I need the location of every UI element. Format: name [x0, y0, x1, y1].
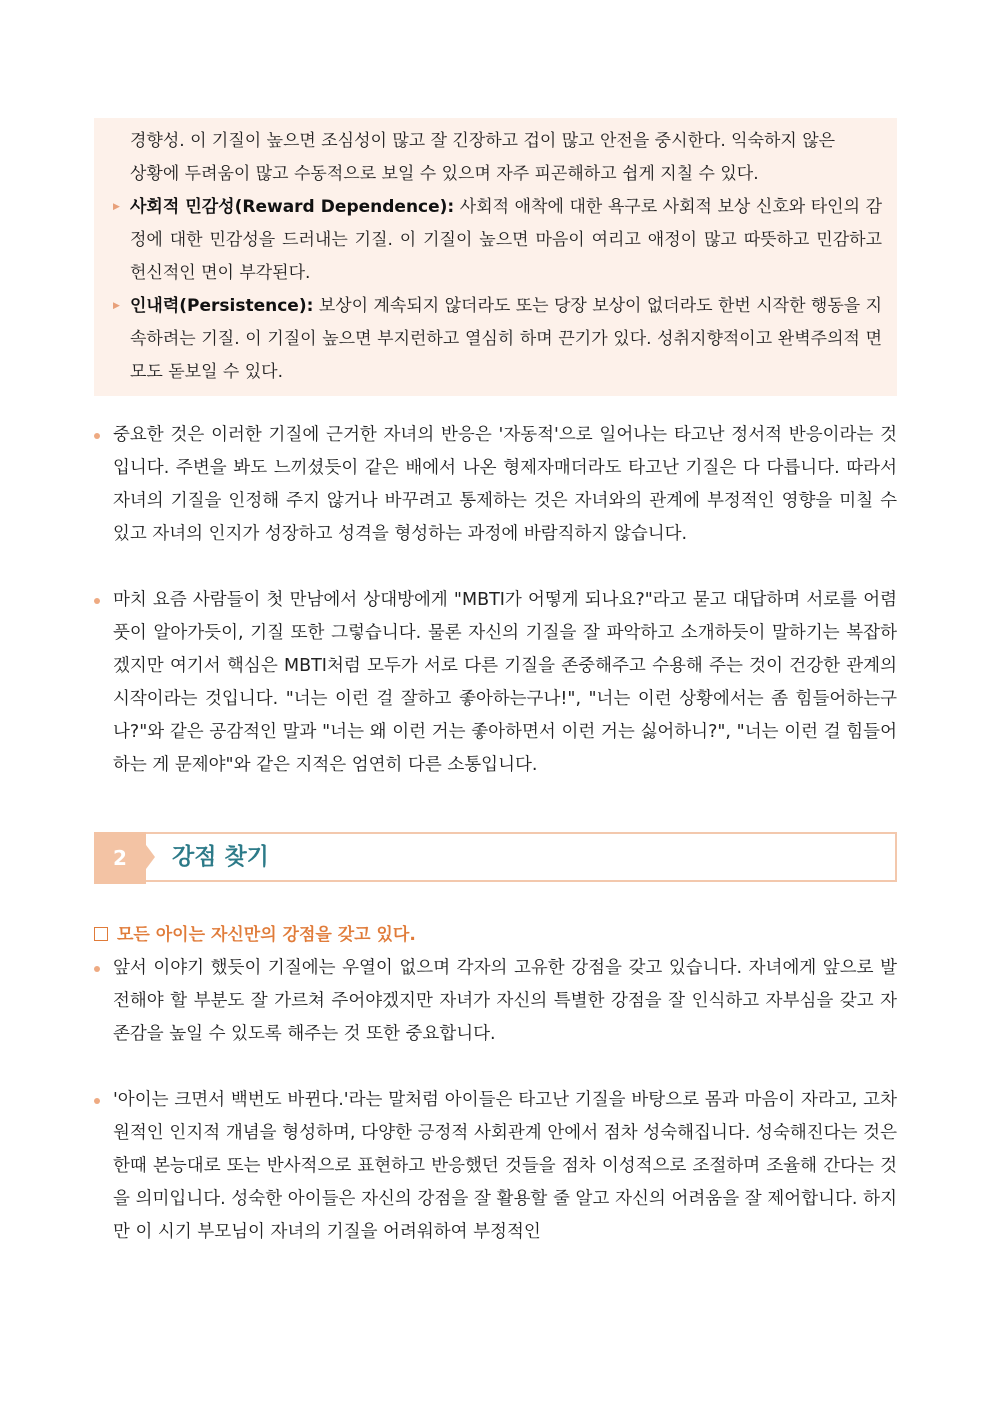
box-item-persistence	[109, 290, 882, 389]
paragraph-text: '아이는 크면서 백번도 바뀐다.'라는 말처럼 아이들은 타고난 기질을 바탕으로 몸과 마음이 자라고, 고차원적인 인지적 개념을 형성하며, 다양한 긍정적 사회관계 안에서 점차 성숙해집니다. 성숙해진다는 것은 한때 본능대로 또는 반사적으로 표현하고 반응했던 것들을 점차 이성적으로 조절하며 조율해 간다는 것을 의미입니다. 성숙한 아이들은 자신의 강점을 잘 활용할 줄 알고 자신의 어려움을 잘 제어합니다. 하지만 이 시기 부모님이 자녀의 기질을 어려워하여 부정적인	[113, 1090, 897, 1242]
bullet-paragraph	[94, 584, 897, 782]
section-number: 2	[113, 846, 127, 870]
dot-bullet-icon	[94, 1098, 100, 1104]
page-content	[94, 118, 897, 1249]
section-title: 강점 찾기	[172, 844, 269, 870]
term-description: 사회적 애착에 대한 욕구로 사회적 보상 신호와 타인의 감정에 대한 민감성을 드러내는 기질. 이 기질이 높으면 마음이 여리고 애정이 많고 따뜻하고 민감하고 헌신적인 면이 부각된다.	[130, 197, 882, 283]
section-number-badge	[94, 832, 146, 884]
section-header	[94, 832, 897, 882]
temperament-info-box	[94, 118, 897, 396]
subheading	[94, 920, 897, 950]
bullet-paragraph	[94, 952, 897, 1051]
dot-bullet-icon	[94, 433, 100, 439]
arrow-icon	[146, 845, 155, 869]
bullet-paragraph	[94, 419, 897, 551]
bullet-paragraph	[94, 1084, 897, 1249]
triangle-bullet-icon: ▶	[113, 202, 120, 212]
dot-bullet-icon	[94, 966, 100, 972]
paragraph-text: 마치 요즘 사람들이 첫 만남에서 상대방에게 "MBTI가 어떻게 되나요?"라고 묻고 대답하며 서로를 어렴풋이 알아가듯이, 기질 또한 그렇습니다. 물론 자신의 기질을 잘 파악하고 소개하듯이 말하기는 복잡하겠지만 여기서 핵심은 MBTI처럼 모두가 서로 다른 기질을 존중해주고 수용해 주는 것이 건강한 관계의 시작이라는 것입니다. "너는 이런 걸 잘하고 좋아하는구나!", "너는 이런 상황에서는 좀 힘들어하는구나?"와 같은 공감적인 말과 "너는 왜 이런 거는 좋아하면서 이런 거는 싫어하니?", "너는 이런 걸 힘들어하는 게 문제야"와 같은 지적은 엄연히 다른 소통입니다.	[113, 590, 897, 775]
box-intro-line: 경향성. 이 기질이 높으면 조심성이 많고 잘 긴장하고 겁이 많고 안전을 중시한다. 익숙하지 않은	[130, 131, 836, 151]
term-label: 사회적 민감성(Reward Dependence):	[130, 197, 455, 217]
dot-bullet-icon	[94, 598, 100, 604]
paragraph-text: 앞서 이야기 했듯이 기질에는 우열이 없으며 각자의 고유한 강점을 갖고 있습니다. 자녀에게 앞으로 발전해야 할 부분도 잘 가르쳐 주어야겠지만 자녀가 자신의 특별한 강점을 잘 인식하고 자부심을 갖고 자존감을 높일 수 있도록 해주는 것 또한 중요합니다.	[113, 958, 897, 1044]
box-item-reward-dependence	[109, 191, 882, 290]
box-intro-line: 상황에 두려움이 많고 수동적으로 보일 수 있으며 자주 피곤해하고 쉽게 지칠 수 있다.	[130, 164, 759, 184]
paragraph-text: 중요한 것은 이러한 기질에 근거한 자녀의 반응은 '자동적'으로 일어나는 타고난 정서적 반응이라는 것입니다. 주변을 봐도 느끼셨듯이 같은 배에서 나온 형제자매더라도 타고난 기질은 다 다릅니다. 따라서 자녀의 기질을 인정해 주지 않거나 바꾸려고 통제하는 것은 자녀와의 관계에 부정적인 영향을 미칠 수 있고 자녀의 인지가 성장하고 성격을 형성하는 과정에 바람직하지 않습니다.	[113, 425, 897, 544]
triangle-bullet-icon: ▶	[113, 301, 120, 311]
checkbox-square-icon	[94, 927, 108, 941]
term-label: 인내력(Persistence):	[130, 296, 314, 316]
subheading-text: 모든 아이는 자신만의 강점을 갖고 있다.	[117, 925, 416, 945]
term-description: 보상이 계속되지 않더라도 또는 당장 보상이 없더라도 한번 시작한 행동을 지속하려는 기질. 이 기질이 높으면 부지런하고 열심히 하며 끈기가 있다. 성취지향적이고 완벽주의적 면모도 돋보일 수 있다.	[130, 296, 882, 382]
